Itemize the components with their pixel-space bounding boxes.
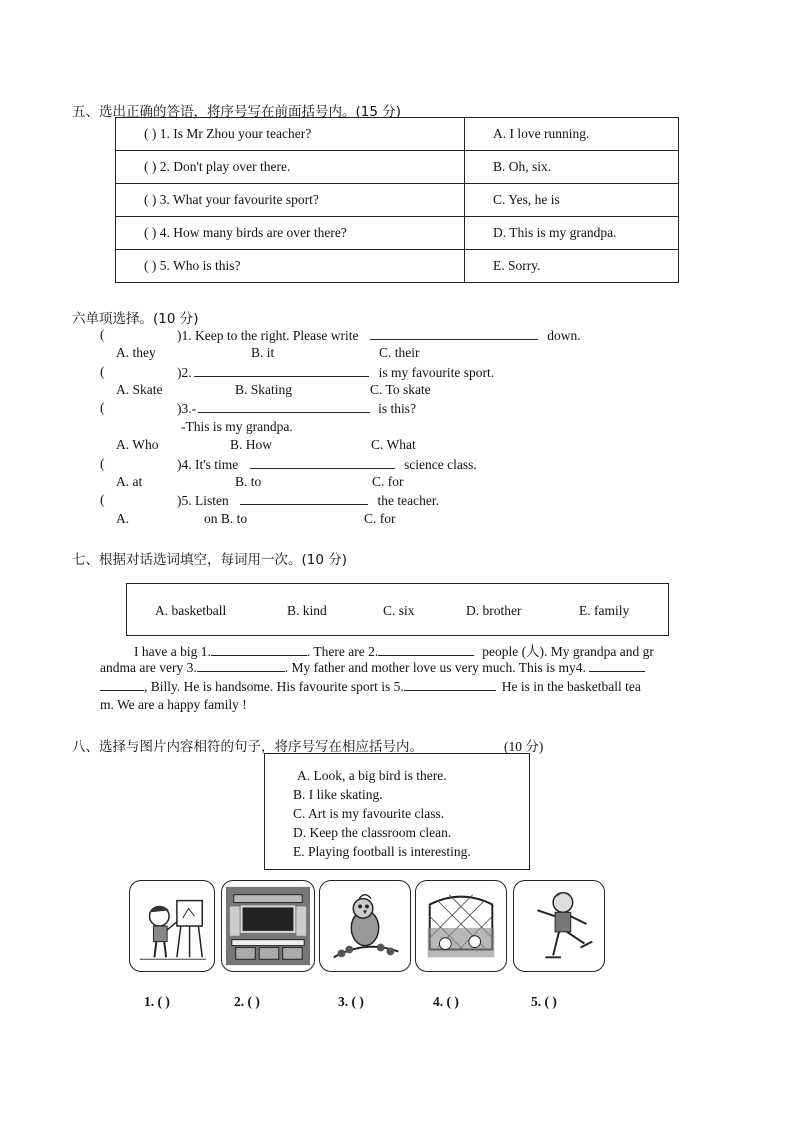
table-row (116, 118, 679, 151)
answer-cell: D. This is my grandpa. (465, 217, 679, 250)
sentence-option: E. Playing football is interesting. (293, 844, 471, 859)
question-cell: ( ) 1. Is Mr Zhou your teacher? (116, 118, 465, 151)
question-cell: ( ) 2. Don't play over there. (116, 151, 465, 184)
fill-blank[interactable] (250, 456, 395, 469)
word-option: B. kind (287, 603, 327, 618)
mc-question-1 (100, 327, 105, 343)
option-a: A. they (116, 345, 156, 360)
question-cell: ( ) 4. How many birds are over there? (116, 217, 465, 250)
question-text: is this? (378, 401, 417, 416)
sentence-option: C. Art is my favourite class. (293, 806, 445, 821)
classroom-picture (221, 880, 315, 972)
section7-title: 七、根据对话选词填空，每词用一次。(10 分) (72, 552, 348, 568)
mc-question-5-text (177, 492, 439, 509)
question-text: )4. It's time (177, 457, 239, 472)
option-b: B. How (230, 437, 273, 452)
fill-blank[interactable] (589, 659, 645, 672)
word-option: C. six (383, 603, 415, 618)
option-c: C. for (372, 474, 404, 489)
dialogue-reply: -This is my grandpa. (181, 419, 293, 434)
table-row (116, 184, 679, 217)
answer-paren: ( (100, 400, 105, 415)
fill-blank[interactable] (240, 492, 368, 505)
answer-paren: ( (100, 456, 105, 471)
football-goal-picture (415, 880, 507, 972)
word-option: A. basketball (155, 603, 227, 618)
passage-text: . My father and mother love us very much. This is my4. (284, 660, 586, 675)
fill-blank[interactable] (370, 327, 538, 340)
question-text: the teacher. (377, 493, 439, 508)
passage-text: andma are very 3. (100, 660, 197, 675)
skating-icon (514, 881, 604, 971)
option-b: on B. to (204, 511, 248, 526)
question-text: is my favourite sport. (378, 365, 495, 380)
word-option: E. family (579, 603, 630, 618)
boy-painting-picture (129, 880, 215, 972)
classroom-icon (222, 881, 314, 971)
mc-question-2-text (177, 364, 494, 381)
fill-blank[interactable] (198, 400, 370, 413)
option-c: C. their (379, 345, 420, 360)
answer-paren: ( (100, 364, 105, 379)
fill-blank[interactable] (404, 678, 496, 691)
passage-line-1 (134, 640, 654, 660)
question-text: )3.- (177, 401, 197, 416)
question-text: down. (547, 328, 581, 343)
question-text: )1. Keep to the right. Please write (177, 328, 359, 343)
picture-answer-2[interactable]: 2. ( ) (234, 994, 260, 1009)
picture-answer-1[interactable]: 1. ( ) (144, 994, 170, 1009)
passage-line-4: m. We are a happy family ! (100, 697, 247, 712)
picture-answer-5[interactable]: 5. ( ) (531, 994, 557, 1009)
answer-cell: E. Sorry. (465, 250, 679, 283)
answer-cell: C. Yes, he is (465, 184, 679, 217)
option-c: C. To skate (370, 382, 431, 397)
passage-text: . There are 2. (306, 644, 379, 659)
word-option: D. brother (466, 603, 522, 618)
football-goal-icon (416, 881, 506, 971)
question-cell: ( ) 3. What your favourite sport? (116, 184, 465, 217)
sentence-option: A. Look, a big bird is there. (297, 768, 447, 783)
table-row (116, 151, 679, 184)
bird-picture (319, 880, 411, 972)
answer-paren: ( (100, 327, 105, 342)
fill-blank[interactable] (194, 364, 369, 377)
mc-question-3-text (177, 400, 416, 417)
option-a: A. Skate (116, 382, 163, 397)
passage-line-2 (100, 659, 645, 676)
skating-picture (513, 880, 605, 972)
passage-text: He is in the basketball tea (501, 679, 641, 694)
word-bank-box (126, 583, 669, 636)
question-cell: ( ) 5. Who is this? (116, 250, 465, 283)
table-row (116, 217, 679, 250)
section8-title: 八、选择与图片内容相符的句子，将序号写在相应括号内。 (72, 739, 423, 755)
fill-blank[interactable] (378, 643, 474, 656)
sentence-options-box (264, 753, 530, 870)
section5-title: 五、选出正确的答语，将序号写在前面括号内。(15 分) (72, 104, 402, 120)
sentence-option: D. Keep the classroom clean. (293, 825, 452, 840)
mc-question-4-text (177, 456, 477, 473)
passage-text: , Billy. He is handsome. His favourite sport is 5. (144, 679, 404, 694)
picture-answer-3[interactable]: 3. ( ) (338, 994, 364, 1009)
option-a: A. at (116, 474, 143, 489)
answer-cell: B. Oh, six. (465, 151, 679, 184)
fill-blank[interactable] (100, 678, 144, 691)
fill-blank[interactable] (211, 643, 307, 656)
passage-line-3 (100, 678, 641, 695)
mc-question-1-text (177, 327, 581, 344)
question-text: )2. (177, 365, 192, 380)
section6-title: 六单项选择。(10 分) (72, 311, 199, 327)
passage-text: people (人). My grandpa and gr (482, 644, 654, 659)
answer-cell: A. I love running. (465, 118, 679, 151)
option-a: A. Who (116, 437, 159, 452)
option-a: A. (116, 511, 130, 526)
option-c: C. What (371, 437, 416, 452)
fill-blank[interactable] (197, 659, 285, 672)
bird-icon (320, 881, 410, 971)
option-c: C. for (364, 511, 396, 526)
sentence-option: B. I like skating. (293, 787, 383, 802)
question-text: science class. (404, 457, 477, 472)
table-row (116, 250, 679, 283)
picture-answer-4[interactable]: 4. ( ) (433, 994, 459, 1009)
answer-paren: ( (100, 492, 105, 507)
option-b: B. Skating (235, 382, 293, 397)
option-b: B. it (251, 345, 275, 360)
passage-text: I have a big 1. (134, 644, 211, 659)
boy-painting-icon (130, 881, 214, 971)
question-text: )5. Listen (177, 493, 229, 508)
section8-score: (10 分) (504, 739, 544, 754)
section5-table (115, 117, 679, 283)
option-b: B. to (235, 474, 262, 489)
